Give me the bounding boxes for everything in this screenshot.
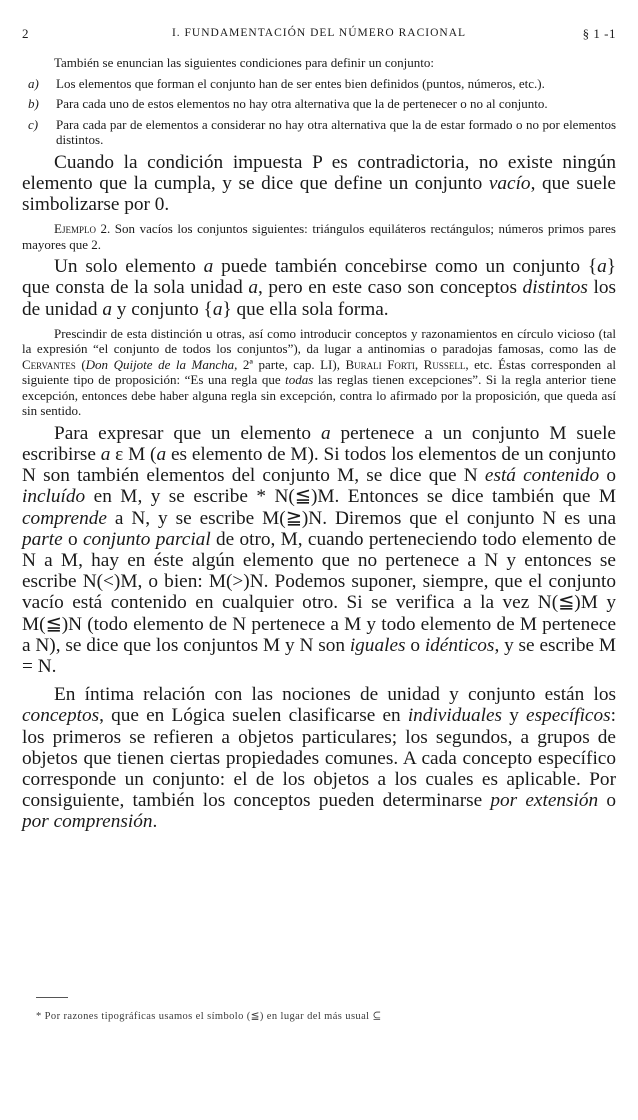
- condition-label: c): [28, 116, 39, 132]
- membership-paragraph: Para expresar que un elemento a pertenece a un conjunto M suele escribirse a ε M (a es elemento de M). Si todos los elementos de un conjunto N son también elementos del conjunto M, se dice que N está contenido o incluído en M, y se escribe * N(≦)M. Entonces se dice también que M comprende a N, y se escribe M(≧)N. Diremos que el conjunto N es una parte o conjunto parcial de otro, M, cuando perteneciendo todo elemento de N a M, hay en éste algún elemento que no pertenece a N y entonces se escribe N(<)M, o bien: M(>)N. Podemos suponer, siempre, que el conjunto vacío está contenido en cualquier otro. Si se verifica a la vez N(≦)M y M(≦)N (todo elemento de N pertenece a M y todo elemento de M pertenece a N), se dice que los conjuntos M y N son iguales o idénticos, y se escribe M = N.: [22, 422, 617, 677]
- example-label: Ejemplo 2.: [54, 221, 111, 237]
- footnote: * Por razones tipográficas usamos el símbolo (≦) en lugar del más usual ⊆: [36, 1011, 382, 1022]
- section-marker: § 1 -1: [582, 26, 616, 41]
- antinomy-note: Prescindir de esta distinción u otras, así como introducir conceptos y razonamientos en círculo vicioso (tal la expresión “el conjunto de todos los conjuntos”), da lugar a antinomias o paradojas famosas, como las de Cervantes (Don Quijote de la Mancha, 2ª parte, cap. LI), Burali Forti, Russell, etc. Éstas corresponden al siguiente tipo de proposición: “Es una regla que todas las reglas tienen excepciones”. Si la regla anterior tiene excepción, entonces debe haber alguna regla sin excepción, contra lo afirmado por la proposición, que queda así sin sentido.: [22, 325, 616, 419]
- condition-text: Para cada uno de estos elementos no hay otra alternativa que la de pertenecer o no al conjunto.: [56, 96, 548, 111]
- author-russell: Russell: [423, 356, 466, 372]
- unit-paragraph: Un solo elemento a puede también concebirse como un conjunto {a} que consta de la sola unidad a, pero en este caso son conceptos distintos los de unidad a y conjunto {a} que ella sola forma.: [22, 256, 617, 320]
- condition-item-c: [22, 117, 616, 148]
- concepts-paragraph: En íntima relación con las nociones de unidad y conjunto están los conceptos, que en Lógica suelen clasificarse en individuales y específicos: los primeros se refieren a objetos particulares; los segundos, a grupos de objetos que tienen ciertas propiedades comunes. A cada concepto específico corresponde un conjunto: el de los objetos a los cuales es aplicable. Por consiguiente, también los conceptos pueden determinarse por extensión o por comprensión.: [22, 684, 617, 833]
- author-burali-forti: Burali Forti: [345, 356, 415, 372]
- intro-paragraph: También se enuncian las siguientes condiciones para definir un conjunto:: [54, 55, 434, 70]
- condition-text: Para cada par de elementos a considerar no hay otra alternativa que la de estar formado o no por elementos distintos.: [56, 116, 616, 147]
- page-header: [22, 26, 616, 46]
- condition-item-a: [22, 76, 616, 92]
- condition-item-b: [22, 96, 616, 112]
- footnote-divider: [36, 997, 68, 998]
- condition-text: Los elementos que forman el conjunto han de ser entes bien definidos (puntos, números, etc.).: [56, 75, 545, 91]
- author-cervantes: Cervantes: [22, 356, 76, 372]
- condition-label: b): [28, 96, 39, 111]
- page-number: 2: [22, 26, 29, 41]
- term-distintos: distintos: [522, 277, 588, 299]
- condition-label: a): [28, 75, 39, 91]
- running-title: I. FUNDAMENTACIÓN DEL NÚMERO RACIONAL: [171, 27, 467, 39]
- term-vacio: vacío: [488, 172, 531, 194]
- page-body: [22, 55, 616, 833]
- empty-set-paragraph: Cuando la condición impuesta P es contradictoria, no existe ningún elemento que la cumpla, y se dice que define un conjunto vacío, que suele simbolizarse por 0.: [22, 151, 616, 215]
- work-title: Don Quijote de la Mancha: [85, 356, 235, 372]
- example-paragraph: Ejemplo 2. Son vacíos los conjuntos siguientes: triángulos equiláteros rectángulos; números primos pares mayores que 2.: [22, 221, 616, 252]
